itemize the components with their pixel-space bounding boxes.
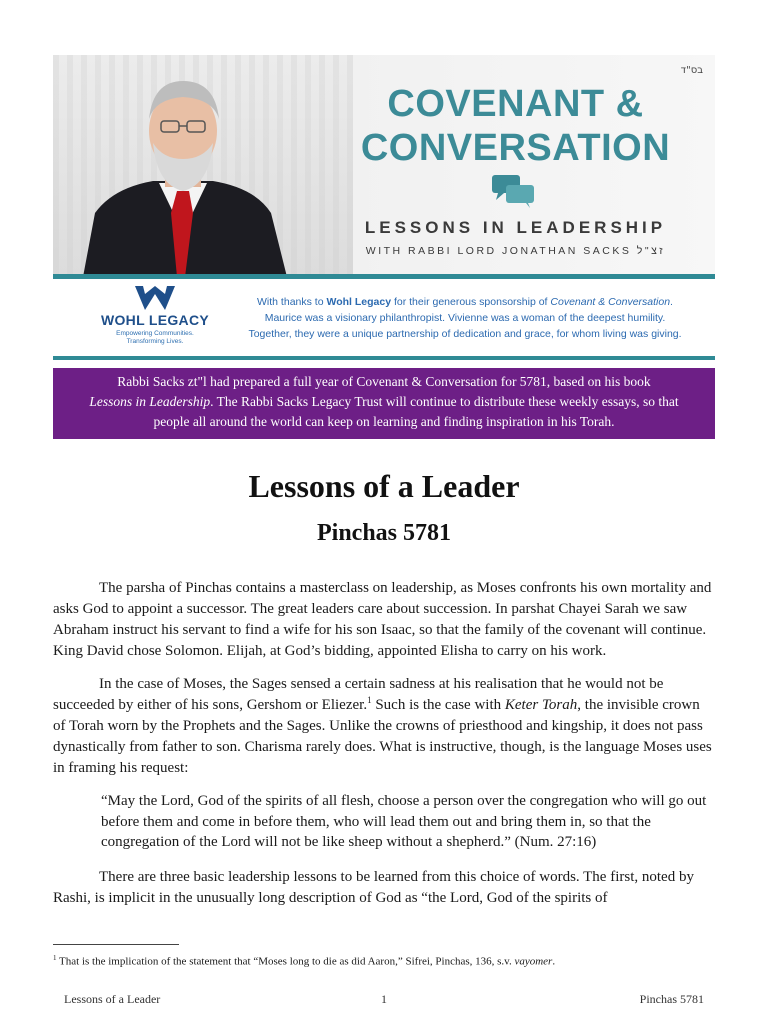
- article-subtitle: Pinchas 5781: [316, 520, 451, 546]
- article-body: [53, 578, 715, 921]
- footnote-rule: [53, 944, 179, 945]
- paragraph-3: There are three basic leadership lessons to be learned from this choice of words. The first, noted by Rashi, is implicit in the unusually long description of God as “the Lord, God of the spirits of: [53, 868, 694, 906]
- wohl-legacy-tagline: [93, 330, 217, 346]
- notice-text: Rabbi Sacks zt"l had prepared a full year of Covenant & Conversation for 5781, based on his book Lessons in Leadership. The Rabbi Sacks Legacy Trust will continue to distribute these weekly essays, so that people all around the world can keep on learning and finding inspiration in his Torah.: [89, 374, 679, 429]
- scripture-quote: “May the Lord, God of the spirits of all flesh, choose a person over the congregation who will go out before them and come in before them, who will lead them out and bring them in, so that the congregation of the Lord will not be like sheep without a shepherd.” (Num. 27:16): [101, 793, 707, 850]
- footer-parsha: Pinchas 5781: [639, 992, 704, 1006]
- hebrew-bsd-mark: בס"ד: [680, 65, 703, 76]
- wohl-legacy-logo-icon: [135, 286, 175, 310]
- paragraph-1: The parsha of Pinchas contains a masterclass on leadership, as Moses confronts his own mortality and asks God to appoint a successor. The great leaders care about succession. In parshat Chayei Sarah we saw Abraham instruct his servant to find a wife for his son Isaac, so that the family of the covenant will continue. King David chose Solomon. Elijah, at God’s bidding, appointed Elisha to carry on his work.: [53, 580, 712, 659]
- article-title: Lessons of a Leader: [248, 468, 520, 504]
- legacy-notice-box: [53, 368, 715, 439]
- masthead-title-line1: COVENANT &: [387, 83, 644, 125]
- header-banner: [53, 55, 715, 277]
- sponsor-line3: Together, they were a unique partnership of dedication and grace, for whom living was giving.: [248, 328, 682, 340]
- footnote: $^1$ That is the implication of the statement that “Moses long to die as did Aaron,” Sifrei, Pinchas, 136, s.v. vayomer.: [53, 954, 556, 968]
- sponsor-section: [53, 280, 715, 356]
- wohl-legacy-logo-text: WOHL LEGACY: [100, 312, 210, 328]
- paragraph-2: In the case of Moses, the Sages sensed a certain sadness at his realisation that he would not be succeeded by either of his sons, Gershom or Eliezer.$^1$ Such is the case with Keter Torah, the invisible crown of Torah worn by the Prophets and the Sages. Unlike the crowns of priesthood and kingship, it does not pass dynastically from father to son. Charisma rarely does. What is instructive, though, is the language Moses uses in framing his request:: [53, 676, 712, 776]
- sponsor-thanks-text: [225, 294, 705, 342]
- masthead-subtitle: LESSONS IN LEADERSHIP: [364, 218, 667, 237]
- tagline-line2: Transforming Lives.: [126, 338, 184, 345]
- speech-bubbles-icon: [488, 173, 538, 209]
- tagline-line1: Empowering Communities.: [116, 330, 194, 337]
- masthead-byline: WITH RABBI LORD JONATHAN SACKS זצ"ל: [365, 245, 666, 257]
- sponsor-line1: With thanks to Wohl Legacy for their generous sponsorship of Covenant & Conversation.: [257, 296, 673, 308]
- masthead-title-line2: CONVERSATION: [360, 127, 671, 169]
- sponsor-line2: Maurice was a visionary philanthropist. Vivienne was a woman of the deepest humility.: [264, 312, 666, 324]
- footer-title: Lessons of a Leader: [64, 992, 161, 1006]
- page-number: 1: [381, 992, 387, 1006]
- divider-bar-2: [53, 356, 715, 360]
- divider-bar: [53, 274, 715, 279]
- footnote-reference[interactable]: 1: [367, 695, 372, 705]
- rabbi-sacks-portrait: [73, 63, 293, 277]
